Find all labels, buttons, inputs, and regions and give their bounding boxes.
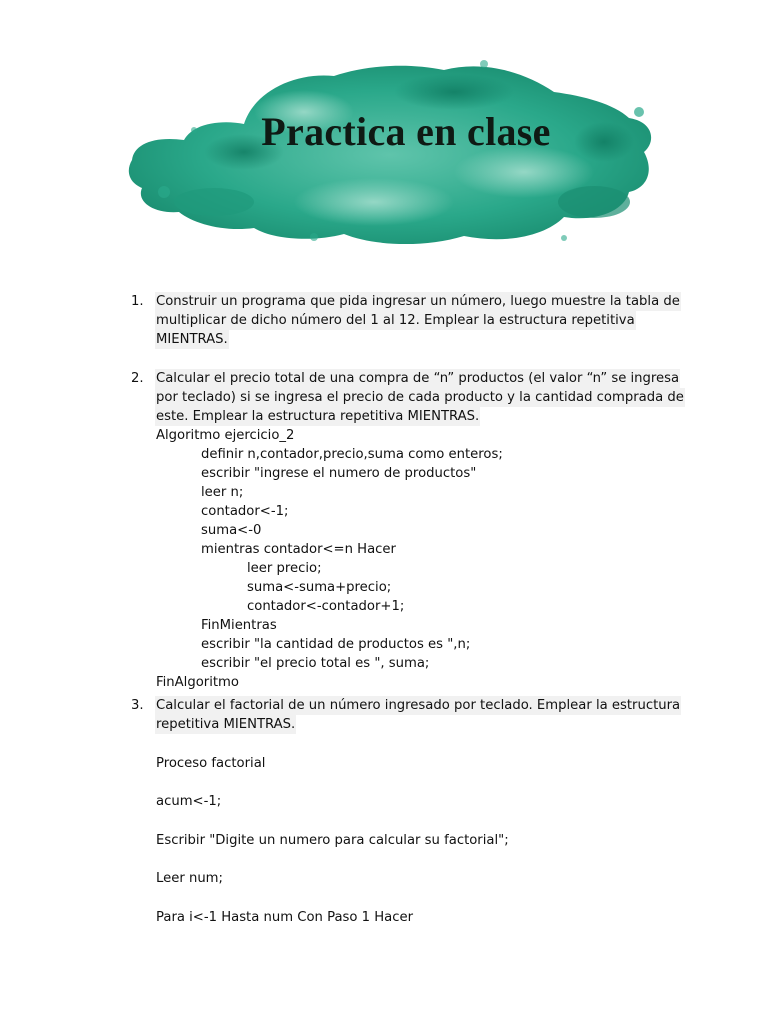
code-line: FinMientras (201, 618, 277, 633)
list-item-line (0, 715, 768, 734)
code-line: definir n,contador,precio,suma como enteros; (201, 447, 503, 462)
list-number: 2. (131, 371, 144, 386)
code-line: escribir "el precio total es ", suma; (201, 656, 430, 671)
watercolor-banner (124, 52, 658, 248)
list-item (0, 292, 768, 311)
list-item-text: Construir un programa que pida ingresar un número, luego muestre la tabla de (155, 292, 681, 311)
list-item (0, 369, 768, 388)
code-line: leer n; (201, 485, 244, 500)
list-item-line (0, 311, 768, 330)
list-item-text: Calcular el factorial de un número ingresado por teclado. Emplear la estructura (155, 696, 681, 715)
code-line: leer precio; (247, 561, 322, 576)
code-line: suma<-0 (201, 523, 262, 538)
code-line: Leer num; (156, 871, 223, 886)
code-line: contador<-1; (201, 504, 289, 519)
code-line: acum<-1; (156, 794, 222, 809)
list-item-line (0, 388, 768, 407)
code-line: escribir "la cantidad de productos es ",n; (201, 637, 471, 652)
code-line: FinAlgoritmo (156, 675, 239, 690)
code-line: escribir "ingrese el numero de productos" (201, 466, 477, 481)
list-number: 1. (131, 294, 144, 309)
code-line: mientras contador<=n Hacer (201, 542, 396, 557)
list-item-text: Calcular el precio total de una compra de “n” productos (el valor “n” se ingresa (155, 369, 680, 388)
list-item-text: este. Emplear la estructura repetitiva MIENTRAS. (155, 407, 480, 426)
page-title: Practica en clase (261, 109, 551, 154)
list-item-line (0, 407, 768, 426)
code-line: suma<-suma+precio; (247, 580, 392, 595)
list-item-text: MIENTRAS. (155, 330, 229, 349)
list-item-line (0, 330, 768, 349)
code-line: Proceso factorial (156, 756, 266, 771)
list-number: 3. (131, 698, 144, 713)
list-item-text: repetitiva MIENTRAS. (155, 715, 296, 734)
code-line: Escribir "Digite un numero para calcular su factorial"; (156, 833, 509, 848)
code-line: Algoritmo ejercicio_2 (156, 428, 295, 443)
list-item-text: por teclado) si se ingresa el precio de cada producto y la cantidad comprada de (155, 388, 685, 407)
list-item (0, 696, 768, 715)
list-item-text: multiplicar de dicho número del 1 al 12. Emplear la estructura repetitiva (155, 311, 636, 330)
code-line: Para i<-1 Hasta num Con Paso 1 Hacer (156, 910, 414, 925)
code-line: contador<-contador+1; (247, 599, 405, 614)
